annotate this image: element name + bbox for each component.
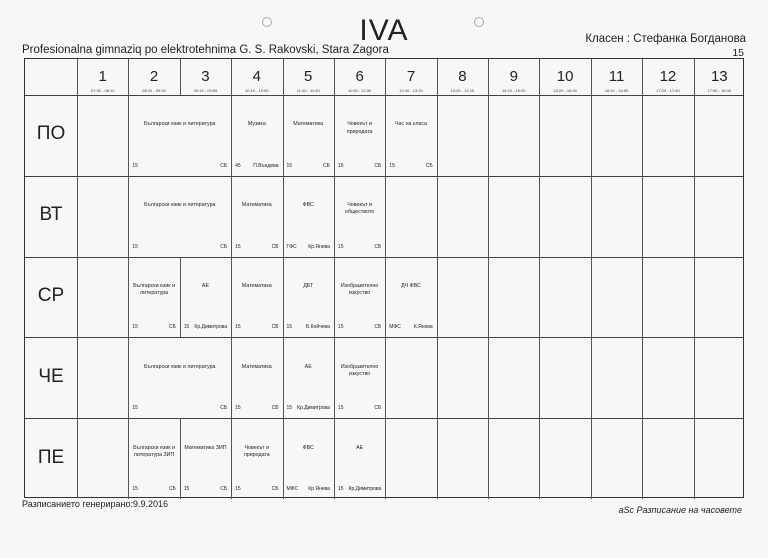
column-divider — [283, 59, 284, 95]
lesson-subject: Български език и литература — [143, 202, 216, 209]
lesson-meta — [132, 163, 227, 169]
lesson-subject: Математика — [293, 121, 324, 128]
lesson-room: 15 — [235, 243, 241, 250]
column-divider — [231, 176, 232, 257]
lesson-room: 15 — [337, 243, 344, 250]
period-number: 6 — [355, 68, 364, 85]
column-divider — [539, 95, 540, 176]
lesson-subject: ФВС — [302, 202, 314, 209]
column-divider — [591, 95, 592, 176]
column-divider — [539, 418, 540, 499]
lesson-meta — [235, 486, 278, 492]
lesson-room: 15 — [132, 162, 138, 169]
lesson-room: МФС — [286, 486, 299, 492]
period-number: 7 — [406, 68, 416, 85]
lesson-room: 15 — [132, 243, 138, 250]
column-divider — [77, 59, 78, 497]
lesson-subject: Човекът и обществото — [345, 202, 375, 216]
lesson-room: 15 — [337, 405, 344, 412]
lesson-room: 15 — [132, 486, 138, 492]
lesson-teacher: СБ — [271, 243, 279, 250]
column-divider — [437, 176, 438, 257]
column-divider — [591, 176, 592, 257]
period-number: 1 — [98, 68, 107, 85]
column-divider — [642, 257, 643, 338]
software-brand: aSc Разписание на часовете — [618, 505, 742, 515]
lesson-teacher: СБ — [323, 162, 330, 169]
column-divider — [283, 337, 284, 418]
period-time: 07:30 - 08:10 — [90, 88, 115, 93]
period-time: 09:15 - 09:55 — [193, 88, 218, 93]
lesson-subject: Български език и литература ЗИП — [133, 444, 176, 458]
lesson-meta — [338, 324, 381, 330]
lesson-room: ГФС — [286, 243, 297, 250]
column-divider — [334, 59, 335, 95]
lesson-subject: Човекът и природата — [346, 121, 373, 135]
lesson-teacher: СБ — [374, 243, 382, 250]
lesson-room: 15 — [389, 162, 395, 169]
column-divider — [385, 59, 386, 95]
column-divider — [437, 59, 438, 95]
lesson-meta — [338, 163, 381, 169]
column-divider — [488, 59, 489, 95]
lesson-meta — [235, 244, 278, 250]
lesson-subject: АЕ — [201, 283, 209, 289]
lesson-room: 15 — [286, 162, 293, 169]
lesson-teacher: СБ — [220, 162, 228, 169]
column-divider — [334, 337, 335, 418]
lesson-teacher: СБ — [168, 486, 176, 492]
lesson-meta — [338, 244, 381, 250]
lesson-subject: Изобразително изкуство — [340, 363, 379, 377]
column-divider — [231, 59, 232, 95]
room-code: 15 — [732, 47, 744, 59]
period-number: 10 — [556, 68, 574, 85]
period-number: 11 — [608, 68, 625, 85]
lesson-subject: Математика — [241, 283, 272, 289]
column-divider — [385, 95, 386, 176]
column-divider — [694, 418, 695, 499]
lesson-subject: Български език и литература — [133, 283, 176, 297]
period-time: 15:20 - 16:00 — [553, 88, 577, 93]
column-divider — [334, 95, 335, 176]
column-divider — [539, 59, 540, 95]
day-label: СР — [37, 285, 65, 306]
lesson-room: 15 — [235, 486, 241, 492]
lesson-teacher: СБ — [220, 405, 228, 412]
column-divider — [283, 418, 284, 499]
lesson-teacher: Кр.Димитрова — [194, 324, 228, 331]
lesson-subject: Математика ЗИП — [184, 444, 227, 451]
period-number: 4 — [252, 68, 261, 85]
lesson-room: 15 — [235, 405, 241, 412]
period-number: 12 — [659, 68, 677, 85]
header-divider — [25, 95, 743, 96]
period-time: 14:20 - 15:00 — [501, 88, 526, 93]
period-time: 17:00 - 17:40 — [656, 88, 680, 93]
lesson-subject: ДБТ — [303, 283, 314, 289]
period-time: 11:50 - 12:30 — [347, 88, 372, 93]
lesson-teacher: СБ — [271, 324, 279, 331]
period-time: 10:10 - 10:50 — [245, 88, 269, 93]
lesson-subject: Час на класа — [395, 121, 427, 128]
lesson-teacher: П.Въндева — [253, 162, 279, 169]
timetable-grid — [24, 58, 744, 498]
lesson-room: 15 — [337, 324, 344, 331]
lesson-meta — [287, 486, 330, 492]
column-divider — [591, 337, 592, 418]
lesson-room: 45 — [235, 162, 241, 169]
lesson-subject: Музика — [247, 121, 266, 128]
lesson-meta — [184, 324, 227, 330]
lesson-subject: Математика — [241, 202, 272, 209]
column-divider — [334, 257, 335, 338]
lesson-meta — [235, 324, 278, 330]
lesson-subject: Математика — [241, 363, 272, 370]
column-divider — [128, 95, 129, 176]
period-number: 5 — [304, 68, 313, 85]
lesson-teacher: Кр.Янева — [308, 243, 330, 250]
lesson-subject: Български език и литература — [143, 363, 216, 370]
class-title: IVA — [359, 14, 409, 47]
column-divider — [283, 176, 284, 257]
lesson-room: 15 — [286, 324, 293, 331]
lesson-subject: Български език и литература — [143, 121, 216, 128]
lesson-meta — [287, 405, 330, 411]
row-divider — [25, 257, 743, 258]
lesson-meta — [287, 324, 330, 330]
day-label: ВТ — [39, 204, 63, 226]
column-divider — [231, 418, 232, 499]
column-divider — [539, 176, 540, 257]
column-divider — [694, 59, 695, 95]
period-time: 12:40 - 13:20 — [399, 88, 423, 93]
lesson-room: 15 — [235, 324, 241, 331]
row-divider — [25, 418, 743, 419]
lesson-teacher: СБ — [271, 405, 279, 412]
lesson-room: 15 — [286, 405, 293, 412]
period-time: 08:20 - 09:00 — [142, 88, 166, 93]
column-divider — [488, 176, 489, 257]
lesson-meta — [389, 163, 432, 169]
generated-date: Разписанието генерирано:9.9.2016 — [22, 499, 168, 509]
lesson-meta — [287, 244, 330, 250]
column-divider — [642, 337, 643, 418]
lesson-subject: АЕ — [356, 444, 364, 451]
lesson-room: 15 — [132, 324, 138, 331]
column-divider — [488, 95, 489, 176]
column-divider — [231, 257, 232, 338]
lesson-teacher: Кр.Димитрова — [348, 486, 382, 492]
lesson-room: 15 — [337, 486, 344, 492]
column-divider — [231, 337, 232, 418]
lesson-teacher: Кр.Димитрова — [297, 405, 330, 412]
column-divider — [231, 95, 232, 176]
column-divider — [488, 337, 489, 418]
column-divider — [694, 257, 695, 338]
lesson-meta — [132, 324, 175, 330]
column-divider — [642, 418, 643, 499]
column-divider — [385, 176, 386, 257]
column-divider — [488, 418, 489, 499]
lesson-teacher: СБ — [220, 243, 228, 250]
column-divider — [128, 59, 129, 95]
column-divider — [128, 418, 129, 499]
column-divider — [128, 257, 129, 338]
period-time: 17:50 - 18:30 — [707, 88, 732, 93]
lesson-subject: ФВС — [302, 444, 314, 451]
period-number: 8 — [458, 68, 467, 85]
column-divider — [283, 95, 284, 176]
column-divider — [591, 257, 592, 338]
lesson-room: МФС — [389, 324, 401, 331]
column-divider — [642, 59, 643, 95]
column-divider — [385, 418, 386, 499]
lesson-meta — [184, 486, 227, 492]
day-label: ПО — [36, 123, 66, 145]
period-number: 2 — [149, 68, 159, 85]
lesson-room: 15 — [183, 324, 190, 331]
period-time: 13:30 - 14:10 — [450, 88, 475, 93]
lesson-meta — [338, 486, 381, 492]
period-number: 13 — [710, 68, 728, 85]
lesson-subject: АЕ — [304, 363, 312, 370]
column-divider — [385, 337, 386, 418]
column-divider — [437, 95, 438, 176]
row-divider — [25, 337, 743, 338]
lesson-teacher: СБ — [374, 162, 382, 169]
lesson-meta — [132, 486, 175, 492]
column-divider — [180, 418, 181, 499]
column-divider — [128, 176, 129, 257]
column-divider — [539, 337, 540, 418]
day-label: ПЕ — [37, 446, 65, 468]
lesson-teacher: СБ — [374, 405, 382, 412]
class-teacher: Класен : Стефанка Богданова — [585, 33, 746, 45]
column-divider — [437, 337, 438, 418]
column-divider — [642, 95, 643, 176]
column-divider — [180, 257, 181, 338]
lesson-teacher: СБ — [271, 486, 279, 492]
column-divider — [128, 337, 129, 418]
column-divider — [437, 418, 438, 499]
period-time: 11:00 - 11:40 — [296, 88, 320, 93]
lesson-meta — [338, 405, 381, 411]
lesson-room: 15 — [183, 486, 190, 492]
lesson-meta — [287, 163, 330, 169]
column-divider — [694, 95, 695, 176]
row-divider — [25, 176, 743, 177]
column-divider — [180, 59, 181, 95]
period-number: 3 — [201, 68, 210, 85]
lesson-teacher: Кр.Янева — [308, 486, 330, 492]
day-label: ЧЕ — [38, 365, 64, 387]
column-divider — [694, 176, 695, 257]
lesson-teacher: Б.Койчева — [305, 324, 330, 331]
column-divider — [283, 257, 284, 338]
school-name: Profesionalna gimnaziq po elektrotehnima G. S. Rakovski, Stara Zagora — [22, 44, 389, 56]
lesson-meta — [389, 324, 432, 330]
period-time: 16:10 - 16:50 — [604, 88, 629, 93]
lesson-room: 15 — [337, 162, 344, 169]
lesson-meta — [235, 405, 278, 411]
lesson-subject: ДЧ ФВС — [401, 283, 421, 289]
lesson-meta — [132, 405, 227, 411]
lesson-teacher: СБ — [425, 162, 433, 169]
lesson-meta — [235, 163, 278, 169]
lesson-room: 15 — [132, 405, 138, 412]
column-divider — [437, 257, 438, 338]
column-divider — [591, 59, 592, 95]
lesson-subject: Човекът и природата — [243, 444, 270, 458]
column-divider — [642, 176, 643, 257]
lesson-teacher: СБ — [220, 486, 228, 492]
lesson-subject: Изобразително изкуство — [340, 283, 379, 297]
column-divider — [334, 418, 335, 499]
column-divider — [694, 337, 695, 418]
lesson-teacher: К.Янева — [413, 324, 433, 331]
column-divider — [488, 257, 489, 338]
column-divider — [385, 257, 386, 338]
lesson-teacher: СБ — [168, 324, 176, 331]
lesson-teacher: СБ — [374, 324, 382, 331]
column-divider — [539, 257, 540, 338]
column-divider — [334, 176, 335, 257]
lesson-meta — [132, 244, 227, 250]
column-divider — [591, 418, 592, 499]
period-number: 9 — [509, 68, 518, 85]
